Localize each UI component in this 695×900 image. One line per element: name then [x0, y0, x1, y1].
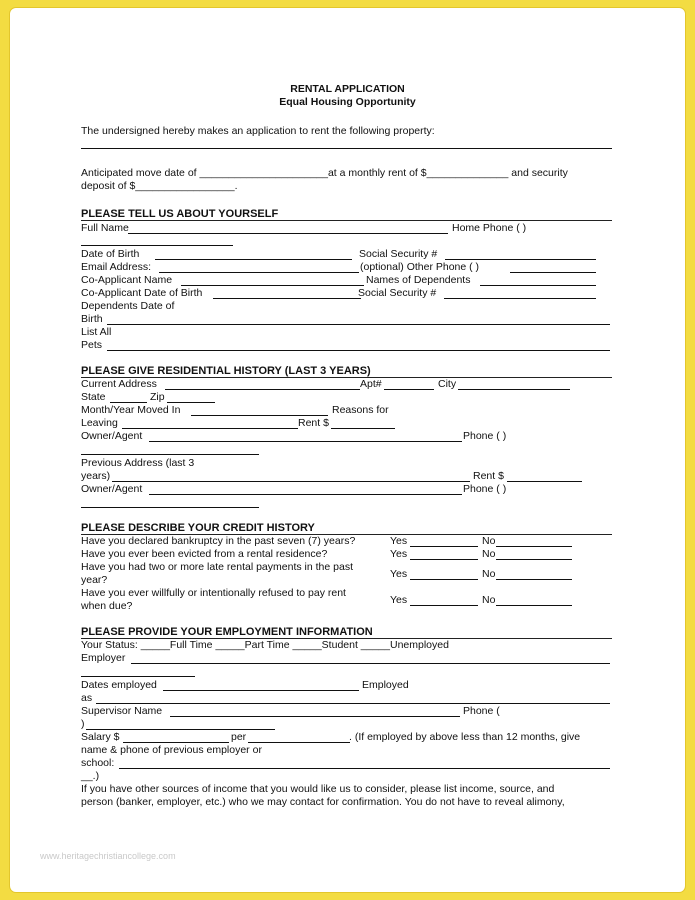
- intro-text: The undersigned hereby makes an application to rent the following property:: [81, 125, 435, 137]
- label-moved-in: Month/Year Moved In: [81, 404, 181, 416]
- label-rent-2: Rent $: [473, 470, 504, 482]
- yes-label: Yes: [390, 535, 408, 547]
- label-school: school:: [81, 757, 115, 769]
- label-dependents-dob: Dependents Date of: [81, 300, 175, 312]
- label-years: years): [81, 470, 111, 482]
- label-ssn: Social Security #: [359, 248, 438, 260]
- other-income-text-2: person (banker, employer, etc.) who we may contact for confirmation. You do not have to reveal alimony,: [81, 796, 565, 808]
- co-applicant-dob-field[interactable]: [213, 298, 361, 299]
- label-supervisor: Supervisor Name: [81, 705, 163, 717]
- document-title: RENTAL APPLICATION: [290, 83, 405, 95]
- section-heading-credit: PLEASE DESCRIBE YOUR CREDIT HISTORY: [81, 522, 315, 534]
- label-birth: Birth: [81, 313, 103, 325]
- label-owner-phone: Phone ( ): [463, 430, 507, 442]
- label-zip: Zip: [150, 391, 165, 403]
- label-per: per: [231, 731, 247, 743]
- state-field[interactable]: [110, 402, 147, 403]
- no-label: No: [482, 535, 496, 547]
- refused-no-field[interactable]: [496, 605, 572, 606]
- section-divider: [81, 377, 612, 378]
- credit-question-refused: Have you ever willfully or intentionally refused to pay rent: [81, 587, 346, 599]
- section-heading-employment: PLEASE PROVIDE YOUR EMPLOYMENT INFORMATION: [81, 626, 373, 638]
- refused-yes-field[interactable]: [410, 605, 478, 606]
- city-field[interactable]: [458, 389, 570, 390]
- label-salary: Salary $: [81, 731, 120, 743]
- label-owner-agent-2: Owner/Agent: [81, 483, 143, 495]
- label-pets: Pets: [81, 339, 103, 351]
- late-no-field[interactable]: [496, 579, 572, 580]
- dob-field[interactable]: [155, 259, 352, 260]
- previous-employer-field[interactable]: [119, 768, 610, 769]
- deposit-line: deposit of $_________________.: [81, 180, 238, 192]
- label-other-phone: (optional) Other Phone ( ): [360, 261, 480, 273]
- section-heading-about: PLEASE TELL US ABOUT YOURSELF: [81, 208, 279, 220]
- label-rent: Rent $: [298, 417, 329, 429]
- pets-field[interactable]: [107, 350, 610, 351]
- co-applicant-name-field[interactable]: [181, 285, 364, 286]
- label-state: State: [81, 391, 106, 403]
- section-divider: [81, 220, 612, 221]
- employment-status-options[interactable]: Your Status: _____Full Time _____Part Time _____Student _____Unemployed: [81, 639, 449, 651]
- previous-employer-end: __.): [81, 770, 100, 782]
- supervisor-field[interactable]: [170, 716, 460, 717]
- previous-address-field[interactable]: [112, 481, 470, 482]
- email-field[interactable]: [159, 272, 359, 273]
- if-employed-note: . (If employed by above less than 12 months, give: [349, 731, 581, 743]
- bankruptcy-no-field[interactable]: [496, 546, 572, 547]
- yes-label: Yes: [390, 548, 408, 560]
- leaving-field[interactable]: [122, 428, 298, 429]
- label-home-phone: Home Phone ( ): [452, 222, 527, 234]
- watermark-text: www.heritagechristiancollege.com: [40, 851, 176, 861]
- rent-field[interactable]: [331, 428, 395, 429]
- label-co-applicant-dob: Co-Applicant Date of Birth: [81, 287, 203, 299]
- salary-field[interactable]: [123, 742, 229, 743]
- employer-field[interactable]: [131, 663, 610, 664]
- supervisor-phone-field[interactable]: [86, 729, 275, 730]
- owner-agent-2-field[interactable]: [149, 494, 462, 495]
- label-list-all: List All: [81, 326, 112, 338]
- current-address-field[interactable]: [165, 389, 360, 390]
- label-dates-employed: Dates employed: [81, 679, 157, 691]
- yes-label: Yes: [390, 568, 408, 580]
- full-name-field-cont[interactable]: [81, 245, 233, 246]
- supervisor-phone-close: ): [81, 718, 85, 730]
- label-owner-agent: Owner/Agent: [81, 430, 143, 442]
- late-yes-field[interactable]: [410, 579, 478, 580]
- owner-agent-2-field-cont[interactable]: [81, 507, 259, 508]
- label-co-applicant-name: Co-Applicant Name: [81, 274, 173, 286]
- credit-question-late-payments: Have you had two or more late rental payments in the past: [81, 561, 353, 573]
- section-heading-residential: PLEASE GIVE RESIDENTIAL HISTORY (LAST 3 YEARS): [81, 365, 371, 377]
- label-dependents-names: Names of Dependents: [366, 274, 471, 286]
- credit-question-refused-cont: when due?: [81, 600, 133, 612]
- moved-in-field[interactable]: [191, 415, 328, 416]
- previous-employer-label: name & phone of previous employer or: [81, 744, 262, 756]
- salary-period-field[interactable]: [248, 742, 350, 743]
- label-current-address: Current Address: [81, 378, 157, 390]
- label-email: Email Address:: [81, 261, 152, 273]
- ssn-field[interactable]: [445, 259, 596, 260]
- label-ssn-2: Social Security #: [358, 287, 437, 299]
- label-employer: Employer: [81, 652, 126, 664]
- label-previous-address: Previous Address (last 3: [81, 457, 195, 469]
- apt-field[interactable]: [384, 389, 434, 390]
- document-page: [10, 8, 685, 892]
- full-name-field[interactable]: [128, 233, 448, 234]
- label-city: City: [438, 378, 457, 390]
- evicted-no-field[interactable]: [496, 559, 572, 560]
- yes-label: Yes: [390, 594, 408, 606]
- ssn-2-field[interactable]: [444, 298, 596, 299]
- no-label: No: [482, 568, 496, 580]
- credit-question-late-payments-cont: year?: [81, 574, 108, 586]
- no-label: No: [482, 594, 496, 606]
- bankruptcy-yes-field[interactable]: [410, 546, 478, 547]
- label-dob: Date of Birth: [81, 248, 140, 260]
- label-owner-phone-2: Phone ( ): [463, 483, 507, 495]
- position-field[interactable]: [96, 703, 610, 704]
- rent-2-field[interactable]: [507, 481, 582, 482]
- no-label: No: [482, 548, 496, 560]
- property-line: [81, 148, 612, 149]
- dependents-names-field[interactable]: [480, 285, 596, 286]
- label-full-name: Full Name: [81, 222, 129, 234]
- label-apt: Apt#: [360, 378, 382, 390]
- evicted-yes-field[interactable]: [410, 559, 478, 560]
- other-phone-field[interactable]: [510, 272, 596, 273]
- dependents-dob-field[interactable]: [107, 324, 610, 325]
- label-leaving: Leaving: [81, 417, 118, 429]
- owner-agent-field-cont[interactable]: [81, 454, 259, 455]
- credit-question-bankruptcy: Have you declared bankruptcy in the past seven (7) years?: [81, 535, 356, 547]
- label-supervisor-phone: Phone (: [463, 705, 500, 717]
- other-income-text-1: If you have other sources of income that you would like us to consider, please list income, source, and: [81, 783, 555, 795]
- document-subtitle: Equal Housing Opportunity: [279, 96, 416, 108]
- label-as: as: [81, 692, 93, 704]
- employer-field-cont[interactable]: [81, 676, 195, 677]
- dates-employed-field[interactable]: [163, 690, 359, 691]
- label-reasons-for: Reasons for: [332, 404, 389, 416]
- label-employed: Employed: [362, 679, 409, 691]
- zip-field[interactable]: [167, 402, 215, 403]
- owner-agent-field[interactable]: [149, 441, 462, 442]
- move-date-line: Anticipated move date of ______________________at a monthly rent of $______________ and security: [81, 167, 568, 179]
- credit-question-evicted: Have you ever been evicted from a rental residence?: [81, 548, 328, 560]
